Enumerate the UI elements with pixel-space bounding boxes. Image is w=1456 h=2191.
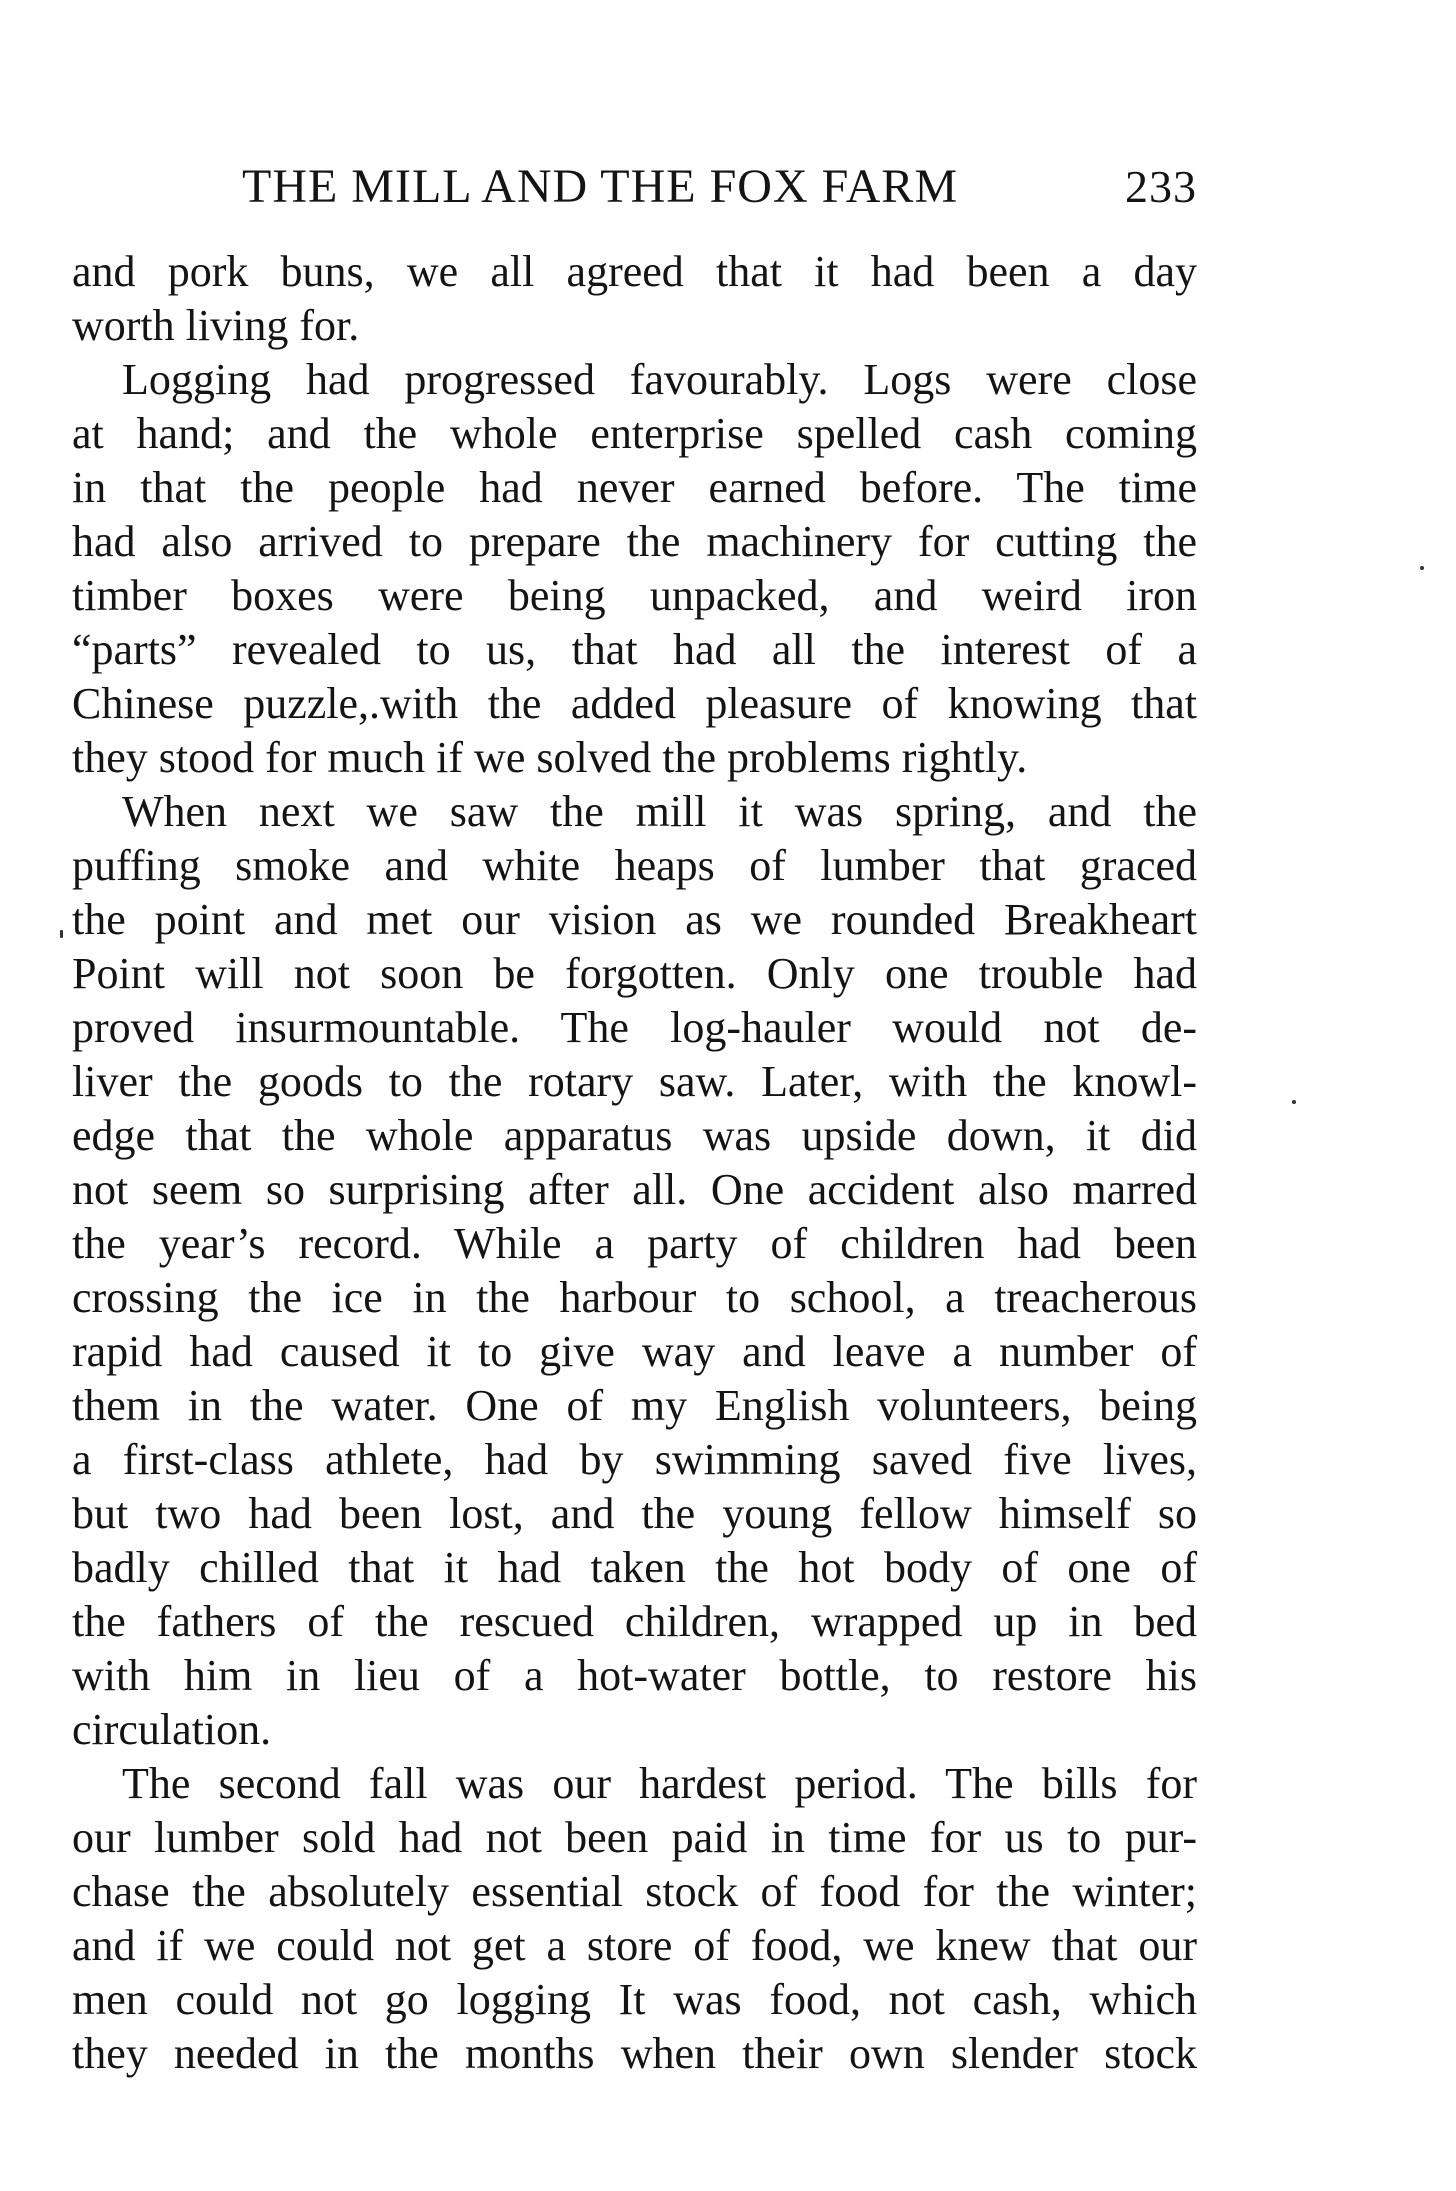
text-line: Chinese puzzle,.with the added pleasure of knowing that <box>72 679 1197 728</box>
text-line: in that the people had never earned before. The time <box>72 463 1197 512</box>
text-line: worth living for. <box>72 301 360 350</box>
text-line: but two had been lost, and the young fellow himself so <box>72 1489 1197 1538</box>
scan-speck <box>1292 1100 1296 1104</box>
running-head <box>72 152 1197 222</box>
text-line: at hand; and the whole enterprise spelled cash coming <box>72 409 1197 458</box>
text-line: our lumber sold had not been paid in time for us to pur- <box>72 1813 1197 1862</box>
text-line: and pork buns, we all agreed that it had been a day <box>72 247 1197 296</box>
text-line: had also arrived to prepare the machinery for cutting the <box>72 517 1197 566</box>
scan-speck <box>1420 566 1424 570</box>
text-line: Point will not soon be forgotten. Only one trouble had <box>72 949 1197 998</box>
text-line: The second fall was our hardest period. The bills for <box>122 1759 1197 1808</box>
text-line: edge that the whole apparatus was upside down, it did <box>72 1111 1197 1160</box>
running-title: THE MILL AND THE FOX FARM <box>242 160 959 213</box>
text-line: and if we could not get a store of food, we knew that our <box>72 1921 1197 1970</box>
text-line: the fathers of the rescued children, wrapped up in bed <box>72 1597 1197 1646</box>
text-line: proved insurmountable. The log-hauler would not de- <box>72 1003 1197 1052</box>
text-line: with him in lieu of a hot-water bottle, to restore his <box>72 1651 1197 1700</box>
text-line: not seem so surprising after all. One accident also marred <box>72 1165 1197 1214</box>
text-line: them in the water. One of my English volunteers, being <box>72 1381 1197 1430</box>
text-line: the year’s record. While a party of children had been <box>72 1219 1197 1268</box>
text-line: liver the goods to the rotary saw. Later, with the knowl- <box>72 1057 1197 1106</box>
text-line: rapid had caused it to give way and leave a number of <box>72 1327 1197 1376</box>
body-text <box>72 245 1197 2081</box>
text-line: badly chilled that it had taken the hot body of one of <box>72 1543 1197 1592</box>
text-line: men could not go logging It was food, not cash, which <box>72 1975 1197 2024</box>
text-line: When next we saw the mill it was spring, and the <box>122 787 1197 836</box>
text-line: the point and met our vision as we rounded Breakheart <box>72 895 1197 944</box>
text-line: timber boxes were being unpacked, and weird iron <box>72 571 1197 620</box>
text-line: they needed in the months when their own slender stock <box>72 2029 1197 2078</box>
text-line: chase the absolutely essential stock of food for the winter; <box>72 1867 1197 1916</box>
text-line: a first-class athlete, had by swimming saved five lives, <box>72 1435 1197 1484</box>
text-line: crossing the ice in the harbour to school, a treacherous <box>72 1273 1197 1322</box>
text-line: puffing smoke and white heaps of lumber that graced <box>72 841 1197 890</box>
page-number: 233 <box>1125 161 1197 212</box>
scan-speck <box>60 930 63 938</box>
text-line: circulation. <box>72 1705 272 1754</box>
text-line: Logging had progressed favourably. Logs were close <box>122 355 1197 404</box>
text-line: “parts” revealed to us, that had all the interest of a <box>72 625 1197 674</box>
text-line: they stood for much if we solved the problems rightly. <box>72 733 1028 782</box>
